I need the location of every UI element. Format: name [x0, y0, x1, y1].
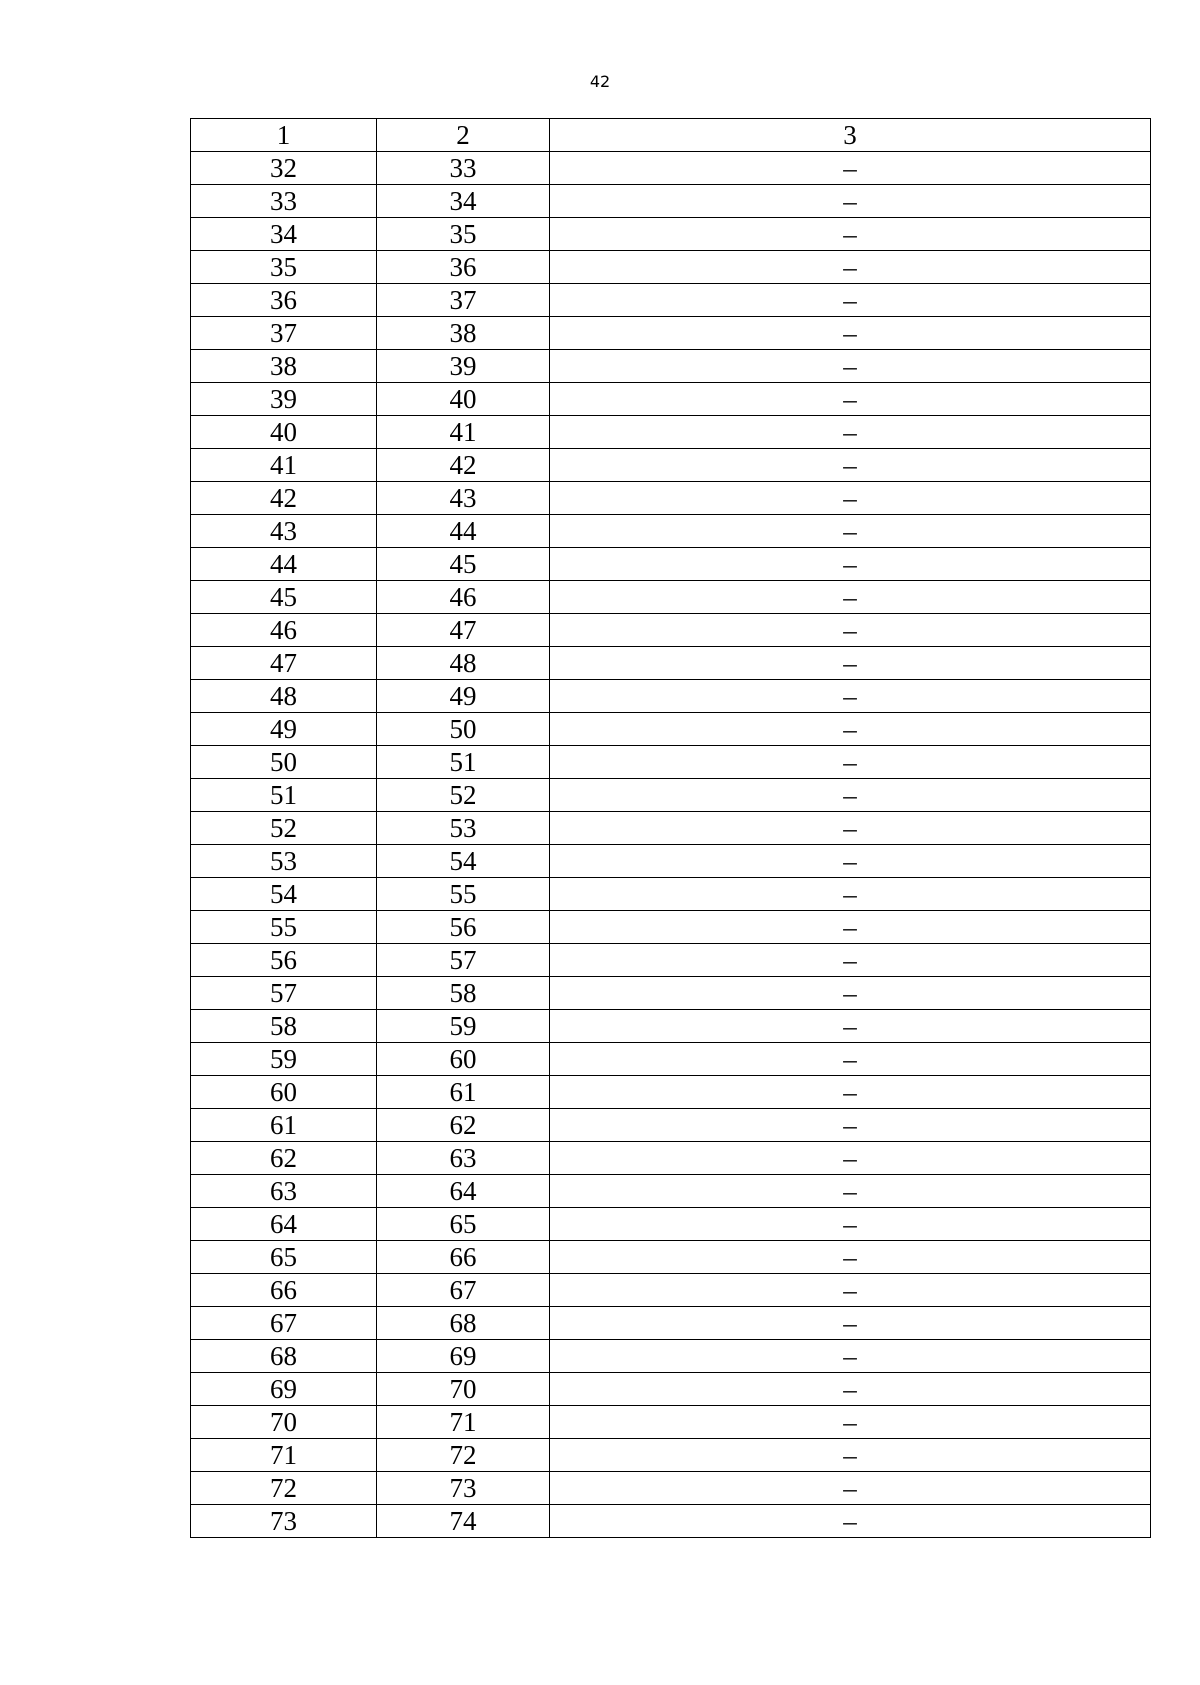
table-cell-col-1: 40	[191, 416, 377, 449]
table-row	[191, 1175, 1151, 1208]
table-cell-col-2: 38	[377, 317, 550, 350]
table-cell-col-3: –	[550, 218, 1151, 251]
table-cell-col-3: –	[550, 482, 1151, 515]
column-header-1: 1	[191, 119, 377, 152]
table-cell-col-1: 43	[191, 515, 377, 548]
table-row	[191, 1439, 1151, 1472]
table-cell-col-2: 47	[377, 614, 550, 647]
table-row	[191, 1076, 1151, 1109]
table-row	[191, 779, 1151, 812]
table-row	[191, 1472, 1151, 1505]
data-table	[190, 118, 1151, 1538]
table-cell-col-2: 66	[377, 1241, 550, 1274]
table-cell-col-2: 59	[377, 1010, 550, 1043]
table-cell-col-1: 64	[191, 1208, 377, 1241]
table-cell-col-2: 39	[377, 350, 550, 383]
table-cell-col-2: 41	[377, 416, 550, 449]
table-cell-col-2: 72	[377, 1439, 550, 1472]
table-cell-col-2: 62	[377, 1109, 550, 1142]
table-cell-col-1: 38	[191, 350, 377, 383]
table-cell-col-3: –	[550, 383, 1151, 416]
table-cell-col-3: –	[550, 1142, 1151, 1175]
table-cell-col-2: 44	[377, 515, 550, 548]
table-cell-col-3: –	[550, 779, 1151, 812]
table-cell-col-3: –	[550, 1373, 1151, 1406]
table-cell-col-1: 47	[191, 647, 377, 680]
table-header	[191, 119, 1151, 152]
table-row	[191, 746, 1151, 779]
table-row	[191, 944, 1151, 977]
table-cell-col-1: 58	[191, 1010, 377, 1043]
table-cell-col-2: 43	[377, 482, 550, 515]
table-cell-col-1: 72	[191, 1472, 377, 1505]
table-cell-col-1: 60	[191, 1076, 377, 1109]
table-row	[191, 482, 1151, 515]
table-cell-col-3: –	[550, 581, 1151, 614]
table-cell-col-3: –	[550, 1241, 1151, 1274]
table-row	[191, 1505, 1151, 1538]
table-cell-col-1: 46	[191, 614, 377, 647]
table-cell-col-1: 67	[191, 1307, 377, 1340]
table-cell-col-1: 62	[191, 1142, 377, 1175]
table-cell-col-1: 57	[191, 977, 377, 1010]
table-cell-col-2: 67	[377, 1274, 550, 1307]
table-cell-col-1: 59	[191, 1043, 377, 1076]
table-cell-col-3: –	[550, 1406, 1151, 1439]
table-cell-col-1: 56	[191, 944, 377, 977]
table-row	[191, 647, 1151, 680]
table-cell-col-1: 50	[191, 746, 377, 779]
table-cell-col-3: –	[550, 614, 1151, 647]
table-cell-col-1: 37	[191, 317, 377, 350]
table-cell-col-2: 65	[377, 1208, 550, 1241]
table-row	[191, 581, 1151, 614]
table-cell-col-3: –	[550, 713, 1151, 746]
table-cell-col-1: 42	[191, 482, 377, 515]
table-cell-col-1: 71	[191, 1439, 377, 1472]
table-row	[191, 1241, 1151, 1274]
table-cell-col-1: 70	[191, 1406, 377, 1439]
table-row	[191, 614, 1151, 647]
table-cell-col-2: 33	[377, 152, 550, 185]
table-row	[191, 1373, 1151, 1406]
table-cell-col-1: 39	[191, 383, 377, 416]
table-cell-col-3: –	[550, 1472, 1151, 1505]
table-cell-col-1: 49	[191, 713, 377, 746]
table-row	[191, 1010, 1151, 1043]
table-cell-col-3: –	[550, 878, 1151, 911]
table-cell-col-2: 48	[377, 647, 550, 680]
table-cell-col-3: –	[550, 680, 1151, 713]
table-cell-col-2: 36	[377, 251, 550, 284]
table-row	[191, 1340, 1151, 1373]
table-row	[191, 1109, 1151, 1142]
column-header-2: 2	[377, 119, 550, 152]
table-row	[191, 251, 1151, 284]
table-cell-col-2: 37	[377, 284, 550, 317]
table-cell-col-3: –	[550, 1274, 1151, 1307]
table-cell-col-1: 65	[191, 1241, 377, 1274]
table-cell-col-3: –	[550, 1076, 1151, 1109]
page-number: 42	[589, 72, 611, 91]
table-row	[191, 845, 1151, 878]
table-row	[191, 1307, 1151, 1340]
table-cell-col-3: –	[550, 1307, 1151, 1340]
column-header-3: 3	[550, 119, 1151, 152]
table-cell-col-1: 36	[191, 284, 377, 317]
table-cell-col-2: 61	[377, 1076, 550, 1109]
table-cell-col-2: 69	[377, 1340, 550, 1373]
table-cell-col-1: 51	[191, 779, 377, 812]
table-cell-col-3: –	[550, 1505, 1151, 1538]
table-row	[191, 515, 1151, 548]
table-cell-col-3: –	[550, 1208, 1151, 1241]
table-cell-col-2: 63	[377, 1142, 550, 1175]
table-cell-col-1: 34	[191, 218, 377, 251]
table-cell-col-2: 46	[377, 581, 550, 614]
table-cell-col-1: 45	[191, 581, 377, 614]
table-cell-col-3: –	[550, 812, 1151, 845]
table-row	[191, 1274, 1151, 1307]
table-cell-col-1: 41	[191, 449, 377, 482]
table-cell-col-3: –	[550, 845, 1151, 878]
table-row	[191, 218, 1151, 251]
table-row	[191, 449, 1151, 482]
table-cell-col-2: 73	[377, 1472, 550, 1505]
table-row	[191, 416, 1151, 449]
table-cell-col-3: –	[550, 416, 1151, 449]
table-row	[191, 152, 1151, 185]
table-cell-col-3: –	[550, 1043, 1151, 1076]
table-cell-col-3: –	[550, 1109, 1151, 1142]
table-row	[191, 713, 1151, 746]
table-row	[191, 878, 1151, 911]
table-header-row	[191, 119, 1151, 152]
table-cell-col-3: –	[550, 1175, 1151, 1208]
table-cell-col-3: –	[550, 1439, 1151, 1472]
table-cell-col-1: 53	[191, 845, 377, 878]
table-cell-col-2: 42	[377, 449, 550, 482]
table-cell-col-3: –	[550, 548, 1151, 581]
table-cell-col-2: 52	[377, 779, 550, 812]
table-cell-col-2: 58	[377, 977, 550, 1010]
table-cell-col-3: –	[550, 317, 1151, 350]
table-cell-col-3: –	[550, 185, 1151, 218]
table-cell-col-3: –	[550, 515, 1151, 548]
table-row	[191, 284, 1151, 317]
table-cell-col-2: 35	[377, 218, 550, 251]
table-cell-col-3: –	[550, 449, 1151, 482]
table-cell-col-2: 64	[377, 1175, 550, 1208]
table-cell-col-2: 40	[377, 383, 550, 416]
table-row	[191, 1406, 1151, 1439]
table-cell-col-2: 60	[377, 1043, 550, 1076]
table-cell-col-3: –	[550, 251, 1151, 284]
table-cell-col-3: –	[550, 911, 1151, 944]
table-row	[191, 977, 1151, 1010]
table-cell-col-3: –	[550, 746, 1151, 779]
table-cell-col-3: –	[550, 284, 1151, 317]
table-row	[191, 1208, 1151, 1241]
table-cell-col-1: 33	[191, 185, 377, 218]
table-cell-col-1: 63	[191, 1175, 377, 1208]
table-cell-col-3: –	[550, 152, 1151, 185]
table-cell-col-2: 45	[377, 548, 550, 581]
table-row	[191, 1142, 1151, 1175]
table-cell-col-1: 32	[191, 152, 377, 185]
table-cell-col-3: –	[550, 944, 1151, 977]
table-cell-col-3: –	[550, 977, 1151, 1010]
table-cell-col-2: 74	[377, 1505, 550, 1538]
table-cell-col-3: –	[550, 1340, 1151, 1373]
table-row	[191, 1043, 1151, 1076]
table-cell-col-3: –	[550, 1010, 1151, 1043]
table-cell-col-3: –	[550, 350, 1151, 383]
table-cell-col-1: 68	[191, 1340, 377, 1373]
table-row	[191, 911, 1151, 944]
table-body	[191, 152, 1151, 1538]
table-row	[191, 680, 1151, 713]
table-cell-col-1: 35	[191, 251, 377, 284]
table-row	[191, 185, 1151, 218]
table-cell-col-2: 53	[377, 812, 550, 845]
table-cell-col-2: 56	[377, 911, 550, 944]
table-cell-col-2: 49	[377, 680, 550, 713]
table-cell-col-1: 44	[191, 548, 377, 581]
table-cell-col-2: 57	[377, 944, 550, 977]
table-row	[191, 383, 1151, 416]
table-cell-col-2: 34	[377, 185, 550, 218]
table-row	[191, 350, 1151, 383]
table-row	[191, 812, 1151, 845]
table-cell-col-2: 50	[377, 713, 550, 746]
table-row	[191, 548, 1151, 581]
table-cell-col-1: 52	[191, 812, 377, 845]
table-cell-col-1: 54	[191, 878, 377, 911]
table-cell-col-2: 70	[377, 1373, 550, 1406]
table-cell-col-2: 68	[377, 1307, 550, 1340]
table-cell-col-2: 71	[377, 1406, 550, 1439]
table-cell-col-1: 61	[191, 1109, 377, 1142]
table-cell-col-1: 73	[191, 1505, 377, 1538]
table-cell-col-1: 55	[191, 911, 377, 944]
table-row	[191, 317, 1151, 350]
table-cell-col-1: 48	[191, 680, 377, 713]
table-cell-col-3: –	[550, 647, 1151, 680]
table-cell-col-1: 69	[191, 1373, 377, 1406]
table-cell-col-2: 55	[377, 878, 550, 911]
table-cell-col-2: 51	[377, 746, 550, 779]
table-cell-col-1: 66	[191, 1274, 377, 1307]
table-cell-col-2: 54	[377, 845, 550, 878]
